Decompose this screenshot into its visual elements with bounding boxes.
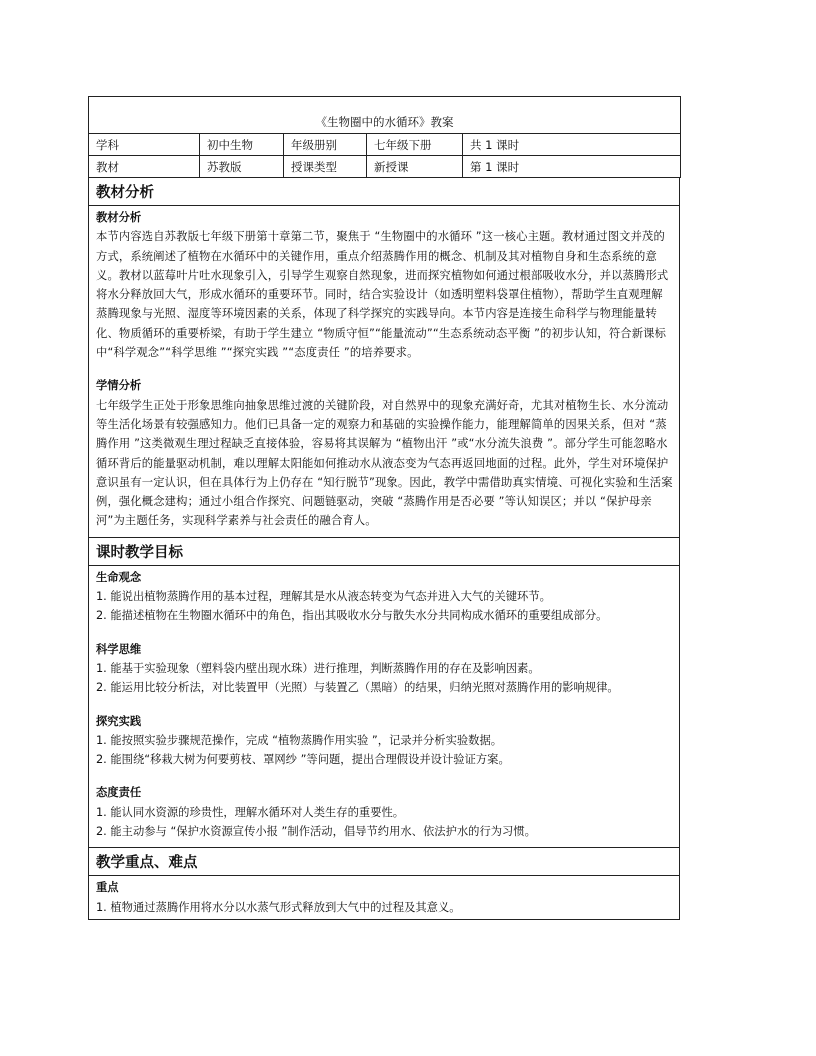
section-heading: 教学重点、难点 (89, 848, 679, 876)
objective-group-title: 态度责任 (96, 786, 142, 800)
section-heading: 课时教学目标 (89, 538, 679, 566)
section-key-points (88, 848, 680, 920)
section-heading: 教材分析 (89, 178, 679, 206)
textbook-value: 苏教版 (200, 156, 284, 178)
objective-item: 1. 能按照实验步骤规范操作，完成 “植物蒸腾作用实验 ”，记录并分析实验数据。 (96, 733, 503, 747)
meta-row (89, 134, 681, 156)
objective-item: 1. 能基于实验现象（塑料袋内壁出现水珠）进行推理，判断蒸腾作用的存在及影响因素。 (96, 661, 540, 675)
paragraph-textbook: 本节内容选自苏教版七年级下册第十章第二节，聚焦于 “生物圈中的水循环 ”这一核心主题。教材通过图文并茂的方式，系统阐述了植物在水循环中的关键作用，重点介绍蒸腾作用的概念、机制及其对植物自身和生态系统的意义。教材以蓝莓叶片吐水现象引入，引导学生观察自然现象，进而探究植物如何通过根部吸收水分，并以蒸腾形式将水分释放回大气，形成水循环的重要环节。同时，结合实验设计（如透明塑料袋罩住植物），帮助学生直观理解蒸腾现象与光照、湿度等环境因素的关系，体现了科学探究的实践导向。本节内容是连接生命科学与物理能量转化、物质循环的重要桥梁，有助于学生建立 “物质守恒”“能量流动”“生态系统动态平衡 ”的初步认知，符合新课标中“科学观念”“科学思维 ”“探究实践 ”“态度责任 ”的培养要求。 (96, 230, 669, 360)
subheading: 学情分析 (96, 379, 142, 393)
objective-item: 1. 能认同水资源的珍贵性，理解水循环对人类生存的重要性。 (96, 805, 405, 819)
section-objectives (88, 538, 680, 849)
header-table (88, 96, 681, 178)
subject-label: 学科 (89, 134, 200, 156)
lesson-type-label: 授课类型 (284, 156, 367, 178)
section-textbook-analysis (88, 178, 680, 538)
lesson-number: 第 1 课时 (463, 156, 681, 178)
objective-group-title: 生命观念 (96, 570, 142, 584)
meta-row (89, 156, 681, 178)
subheading: 重点 (96, 881, 119, 895)
textbook-label: 教材 (89, 156, 200, 178)
objective-item: 2. 能运用比较分析法，对比装置甲（光照）与装置乙（黑暗）的结果，归纳光照对蒸腾作用的影响规律。 (96, 681, 619, 695)
objective-group-title: 科学思维 (96, 642, 142, 656)
document-title: 《生物圈中的水循环》教案 (89, 97, 681, 134)
total-hours: 共 1 课时 (463, 134, 681, 156)
objective-item: 2. 能主动参与 “保护水资源宣传小报 ”制作活动，倡导节约用水、依法护水的行为习惯。 (96, 825, 536, 839)
key-point-item: 1. 植物通过蒸腾作用将水分以水蒸气形式释放到大气中的过程及其意义。 (96, 900, 461, 914)
objective-item: 2. 能围绕“移栽大树为何要剪枝、罩网纱 ”等问题，提出合理假设并设计验证方案。 (96, 753, 510, 767)
subject-value: 初中生物 (200, 134, 284, 156)
grade-value: 七年级下册 (367, 134, 463, 156)
objective-item: 2. 能描述植物在生物圈水循环中的角色，指出其吸收水分与散失水分共同构成水循环的重要组成部分。 (96, 609, 608, 623)
objective-group-title: 探究实践 (96, 714, 142, 728)
paragraph-students: 七年级学生正处于形象思维向抽象思维过渡的关键阶段，对自然界中的现象充满好奇，尤其对植物生长、水分流动等生活化场景有较强感知力。他们已具备一定的观察力和基础的实验操作能力，能理解简单的因果关系，但对 “蒸腾作用 ”这类微观生理过程缺乏直接体验，容易将其误解为 “植物出汗 ”或“水分流失浪费 ”。部分学生可能忽略水循环背后的能量驱动机制，难以理解太阳能如何推动水从液态变为气态再返回地面的过程。此外，学生对环境保护意识虽有一定认识，但在具体行为上仍存在 “知行脱节”现象。因此，教学中需借助真实情境、可视化实验和生活案例，强化概念建构；通过小组合作探究、问题链驱动，突破 “蒸腾作用是否必要 ”等认知误区；并以 “保护母亲河”为主题任务，实现科学素养与社会责任的融合育人。 (96, 398, 673, 528)
subheading: 教材分析 (96, 211, 142, 224)
grade-label: 年级册别 (284, 134, 367, 156)
lesson-type-value: 新授课 (367, 156, 463, 178)
objective-item: 1. 能说出植物蒸腾作用的基本过程，理解其是水从液态转变为气态并进入大气的关键环节。 (96, 590, 551, 604)
lesson-plan (88, 96, 680, 920)
